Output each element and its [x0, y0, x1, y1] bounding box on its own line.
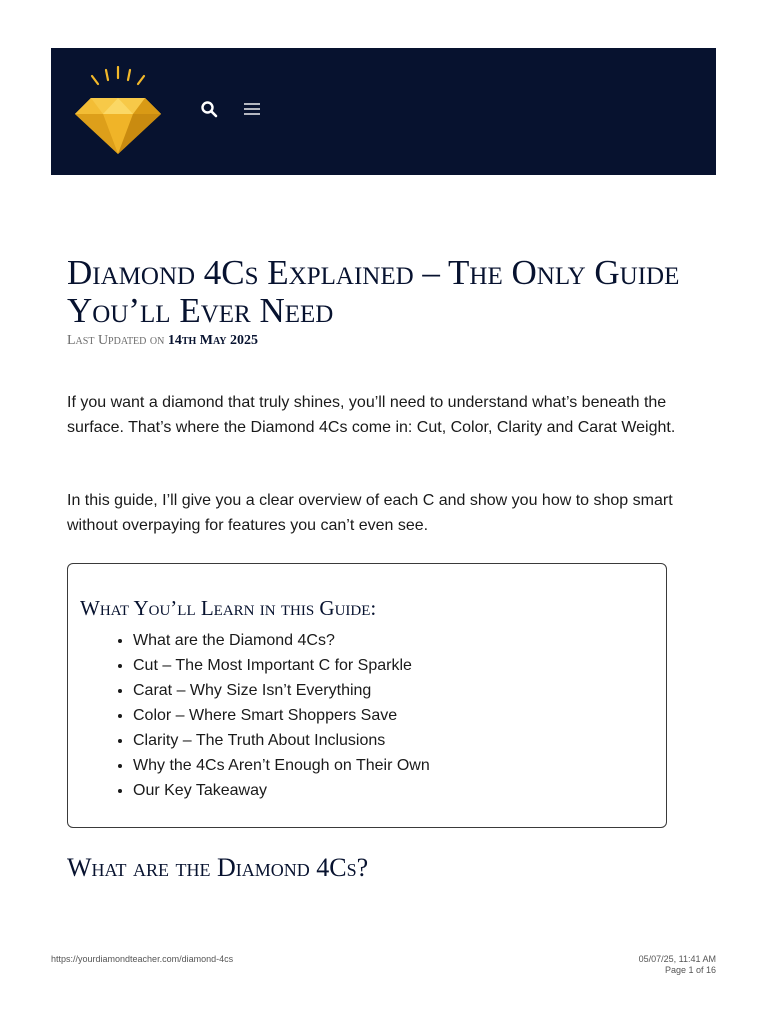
toc-item — [133, 778, 430, 803]
site-header — [51, 48, 716, 175]
toc-item — [133, 728, 430, 753]
toc-link-clarity[interactable]: Clarity – The Truth About Inclusions — [133, 732, 386, 749]
toc-link-cut[interactable]: Cut – The Most Important C for Sparkle — [133, 657, 412, 674]
toc-link-not-enough[interactable]: Why the 4Cs Aren’t Enough on Their Own — [133, 757, 430, 774]
section-heading: What are the Diamond 4Cs? — [67, 853, 369, 882]
search-icon[interactable] — [200, 100, 218, 118]
toc-item — [133, 678, 430, 703]
intro-paragraph-2: In this guide, I’ll give you a clear overview of each C and show you how to shop smart without overpaying for features you can’t even see. — [67, 492, 673, 534]
toc-link-carat[interactable]: Carat – Why Size Isn’t Everything — [133, 682, 372, 699]
table-of-contents — [67, 563, 667, 828]
toc-item — [133, 753, 430, 778]
page-title: Diamond 4Cs Explained – The Only Guide You’ll Ever Need — [67, 253, 680, 330]
footer-page-number: Page 1 of 16 — [664, 965, 716, 975]
toc-item — [133, 703, 430, 728]
footer-datetime: 05/07/25, 11:41 AM — [638, 954, 716, 964]
intro-paragraph-1: If you want a diamond that truly shines, you’ll need to understand what’s beneath the surface. That’s where the Diamond 4Cs come in: Cut, Color, Clarity and Carat Weight. — [67, 394, 676, 436]
last-updated-label: Last Updated on — [67, 333, 165, 348]
toc-title: What You’ll Learn in this Guide: — [80, 596, 377, 620]
toc-link-color[interactable]: Color – Where Smart Shoppers Save — [133, 707, 398, 724]
hamburger-menu-icon[interactable] — [243, 102, 261, 116]
last-updated-date: 14th May 2025 — [167, 333, 259, 348]
toc-link-takeaway[interactable]: Our Key Takeaway — [133, 782, 267, 799]
footer-url[interactable]: https://yourdiamondteacher.com/diamond-4cs — [51, 954, 234, 964]
diamond-logo-icon[interactable] — [73, 66, 163, 158]
last-updated — [67, 333, 258, 349]
footer-meta — [639, 954, 716, 976]
toc-item — [133, 628, 430, 653]
toc-item — [133, 653, 430, 678]
toc-list — [114, 628, 430, 803]
toc-link-what-are-4cs[interactable]: What are the Diamond 4Cs? — [133, 632, 335, 649]
